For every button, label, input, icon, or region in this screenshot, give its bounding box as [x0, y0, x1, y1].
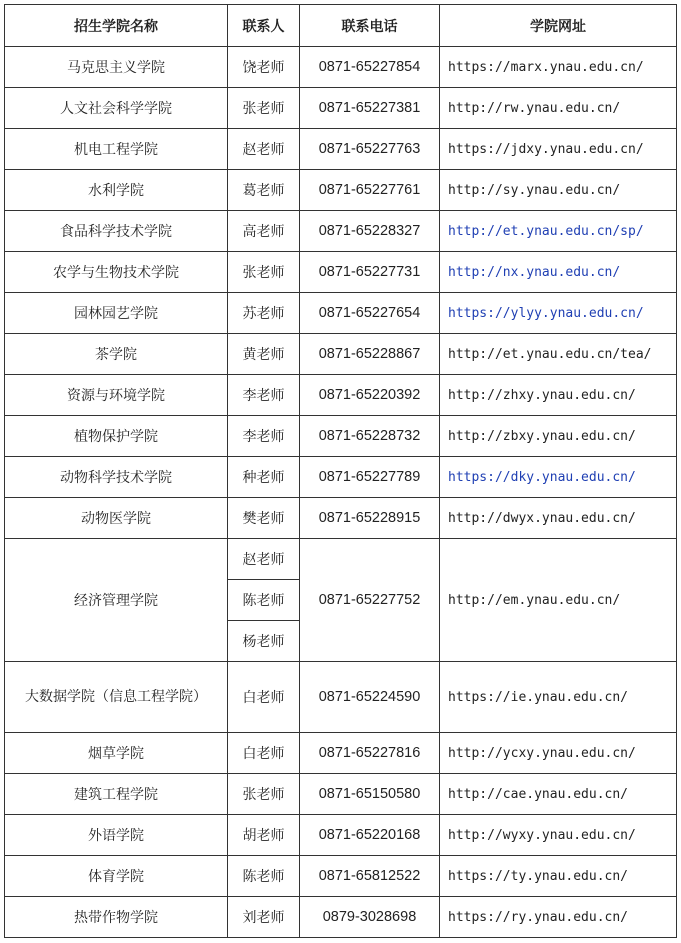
table-row [5, 457, 677, 498]
phone-number: 0871-65227761 [300, 170, 440, 211]
website-url: http://sy.ynau.edu.cn/ [440, 170, 677, 211]
contact-person: 白老师 [228, 662, 300, 733]
phone-number: 0871-65228915 [300, 498, 440, 539]
college-name: 人文社会科学学院 [5, 88, 228, 129]
website-url: http://em.ynau.edu.cn/ [440, 539, 677, 662]
phone-number: 0871-65227752 [300, 539, 440, 662]
website-link[interactable]: https://ylyy.ynau.edu.cn/ [440, 293, 677, 334]
phone-number: 0871-65224590 [300, 662, 440, 733]
college-name: 烟草学院 [5, 733, 228, 774]
phone-number: 0871-65227816 [300, 733, 440, 774]
website-url: http://dwyx.ynau.edu.cn/ [440, 498, 677, 539]
contact-person: 杨老师 [228, 621, 300, 662]
contact-person: 陈老师 [228, 856, 300, 897]
college-name: 机电工程学院 [5, 129, 228, 170]
contact-person: 白老师 [228, 733, 300, 774]
college-name: 动物医学院 [5, 498, 228, 539]
college-name: 动物科学技术学院 [5, 457, 228, 498]
phone-number: 0871-65227763 [300, 129, 440, 170]
college-name: 茶学院 [5, 334, 228, 375]
contact-person: 刘老师 [228, 897, 300, 938]
contact-person: 张老师 [228, 88, 300, 129]
college-name: 建筑工程学院 [5, 774, 228, 815]
header-college: 招生学院名称 [5, 5, 228, 47]
college-name: 园林园艺学院 [5, 293, 228, 334]
website-link[interactable]: http://et.ynau.edu.cn/sp/ [440, 211, 677, 252]
phone-number: 0871-65220392 [300, 375, 440, 416]
table-row [5, 170, 677, 211]
contact-person: 苏老师 [228, 293, 300, 334]
phone-number: 0871-65228732 [300, 416, 440, 457]
website-url: http://rw.ynau.edu.cn/ [440, 88, 677, 129]
phone-number: 0871-65220168 [300, 815, 440, 856]
contact-person: 种老师 [228, 457, 300, 498]
college-name: 食品科学技术学院 [5, 211, 228, 252]
college-name: 资源与环境学院 [5, 375, 228, 416]
contact-person: 张老师 [228, 252, 300, 293]
table-row [5, 211, 677, 252]
contact-person: 高老师 [228, 211, 300, 252]
table-row [5, 375, 677, 416]
website-link[interactable]: https://dky.ynau.edu.cn/ [440, 457, 677, 498]
table-row [5, 774, 677, 815]
table-row [5, 815, 677, 856]
phone-number: 0871-65228867 [300, 334, 440, 375]
website-link[interactable]: http://nx.ynau.edu.cn/ [440, 252, 677, 293]
website-url: http://ycxy.ynau.edu.cn/ [440, 733, 677, 774]
website-url: http://zbxy.ynau.edu.cn/ [440, 416, 677, 457]
contact-person: 黄老师 [228, 334, 300, 375]
table-row [5, 856, 677, 897]
contact-person: 张老师 [228, 774, 300, 815]
table-row [5, 539, 677, 580]
contact-person: 胡老师 [228, 815, 300, 856]
contact-person: 赵老师 [228, 129, 300, 170]
website-url: https://ie.ynau.edu.cn/ [440, 662, 677, 733]
college-name: 马克思主义学院 [5, 47, 228, 88]
phone-number: 0871-65227381 [300, 88, 440, 129]
table-row [5, 416, 677, 457]
contact-person: 葛老师 [228, 170, 300, 211]
contact-person: 樊老师 [228, 498, 300, 539]
college-name: 外语学院 [5, 815, 228, 856]
table-row [5, 293, 677, 334]
phone-number: 0871-65150580 [300, 774, 440, 815]
phone-number: 0879-3028698 [300, 897, 440, 938]
college-name: 水利学院 [5, 170, 228, 211]
phone-number: 0871-65812522 [300, 856, 440, 897]
table-row [5, 897, 677, 938]
table-row [5, 88, 677, 129]
phone-number: 0871-65227654 [300, 293, 440, 334]
header-phone: 联系电话 [300, 5, 440, 47]
website-url: https://marx.ynau.edu.cn/ [440, 47, 677, 88]
college-name: 农学与生物技术学院 [5, 252, 228, 293]
website-url: https://ty.ynau.edu.cn/ [440, 856, 677, 897]
phone-number: 0871-65227731 [300, 252, 440, 293]
table-row [5, 129, 677, 170]
contact-person: 陈老师 [228, 580, 300, 621]
header-website: 学院网址 [440, 5, 677, 47]
website-url: http://et.ynau.edu.cn/tea/ [440, 334, 677, 375]
college-name: 体育学院 [5, 856, 228, 897]
website-url: https://jdxy.ynau.edu.cn/ [440, 129, 677, 170]
contact-table [4, 4, 677, 938]
website-url: http://wyxy.ynau.edu.cn/ [440, 815, 677, 856]
college-name: 植物保护学院 [5, 416, 228, 457]
website-url: http://zhxy.ynau.edu.cn/ [440, 375, 677, 416]
phone-number: 0871-65228327 [300, 211, 440, 252]
table-row [5, 252, 677, 293]
contact-person: 饶老师 [228, 47, 300, 88]
college-name: 热带作物学院 [5, 897, 228, 938]
phone-number: 0871-65227854 [300, 47, 440, 88]
website-url: https://ry.ynau.edu.cn/ [440, 897, 677, 938]
header-row [5, 5, 677, 47]
college-name: 经济管理学院 [5, 539, 228, 662]
contact-person: 李老师 [228, 416, 300, 457]
table-row [5, 47, 677, 88]
header-contact: 联系人 [228, 5, 300, 47]
table-row [5, 498, 677, 539]
college-name: 大数据学院（信息工程学院） [5, 662, 228, 733]
website-url: http://cae.ynau.edu.cn/ [440, 774, 677, 815]
phone-number: 0871-65227789 [300, 457, 440, 498]
contact-person: 赵老师 [228, 539, 300, 580]
table-row [5, 662, 677, 733]
contact-person: 李老师 [228, 375, 300, 416]
table-row [5, 733, 677, 774]
table-row [5, 334, 677, 375]
